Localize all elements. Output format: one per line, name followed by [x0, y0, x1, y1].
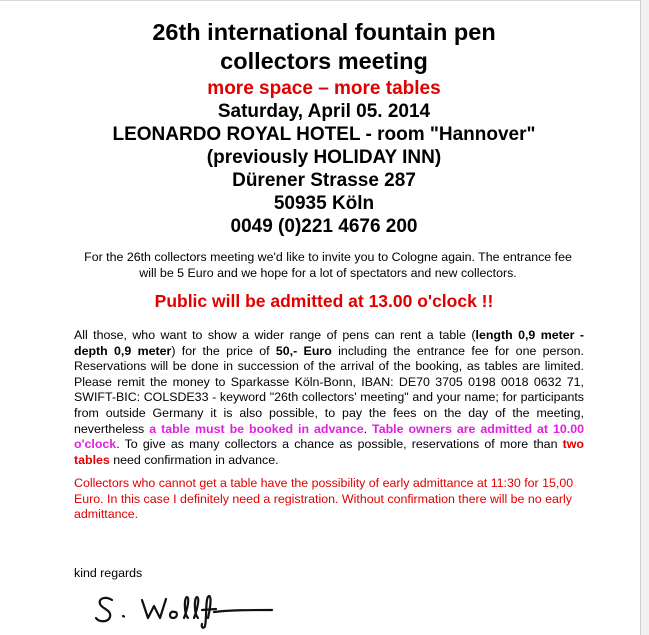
title-line-1: 26th international fountain pen: [152, 19, 496, 45]
tables-text-3: including the entrance fee for one person. Reservations will be done in succession of the arrival of the booking, as tables are limited. Please remit the money to Sparkasse Köln-Bonn, IBAN: DE70 3705 0198 0018 0632 71, SWIFT-BIC: COLSDE33 - keyword "26th collectors' meeting" and your name; for participants from outside Germany it is also possible, to pay the fees on the day of the meeting, nevertheless: [74, 343, 584, 436]
page-gutter: [641, 0, 649, 635]
table-price: 50,- Euro: [275, 343, 332, 358]
event-details: [0, 100, 648, 238]
event-city: 50935 Köln: [273, 193, 375, 214]
tables-text-5: . To give as many collectors a chance as possible, reservations of more than: [116, 437, 563, 452]
page-title: [0, 18, 648, 76]
table-size: length 0,9 meter - depth 0,9 meter: [74, 328, 585, 358]
subtitle: more space – more tables: [207, 78, 441, 99]
title-line-2: collectors meeting: [220, 48, 428, 74]
public-notice: Public will be admitted at 13.00 o'clock !!: [154, 291, 494, 311]
tables-text-6: need confirmation in advance.: [109, 452, 279, 467]
tables-text-4: .: [363, 421, 373, 436]
event-previous-name: (previously HOLIDAY INN): [206, 147, 442, 168]
signature-image: [90, 588, 280, 630]
event-street: Dürener Strasse 287: [232, 170, 416, 191]
event-phone: 0049 (0)221 4676 200: [230, 216, 418, 237]
two-tables-emphasis: two tables: [74, 437, 584, 467]
book-in-advance-notice: a table must be booked in advance: [149, 421, 364, 436]
intro-paragraph: For the 26th collectors meeting we'd like to invite you to Cologne again. The entrance fee will be 5 Euro and we hope for a lot of spectators and new collectors.: [84, 250, 572, 280]
tables-paragraph: [74, 328, 584, 468]
event-date: Saturday, April 05. 2014: [217, 101, 431, 122]
tables-text-1: All those, who want to show a wider range of pens can rent a table (: [74, 328, 476, 342]
closing-regards: kind regards: [74, 566, 143, 580]
page-top-border: [0, 0, 640, 1]
table-owners-notice: Table owners are admitted at 10.00 o'clock: [74, 421, 584, 452]
event-hotel: LEONARDO ROYAL HOTEL - room "Hannover": [112, 124, 536, 145]
tables-text-2: ) for the price of: [171, 343, 276, 358]
early-admittance-paragraph: Collectors who cannot get a table have the possibility of early admittance at 11:30 for 15,00 Euro. In this case I definitely need a registration. Without confirmation there will be no early admittance.: [74, 476, 574, 522]
